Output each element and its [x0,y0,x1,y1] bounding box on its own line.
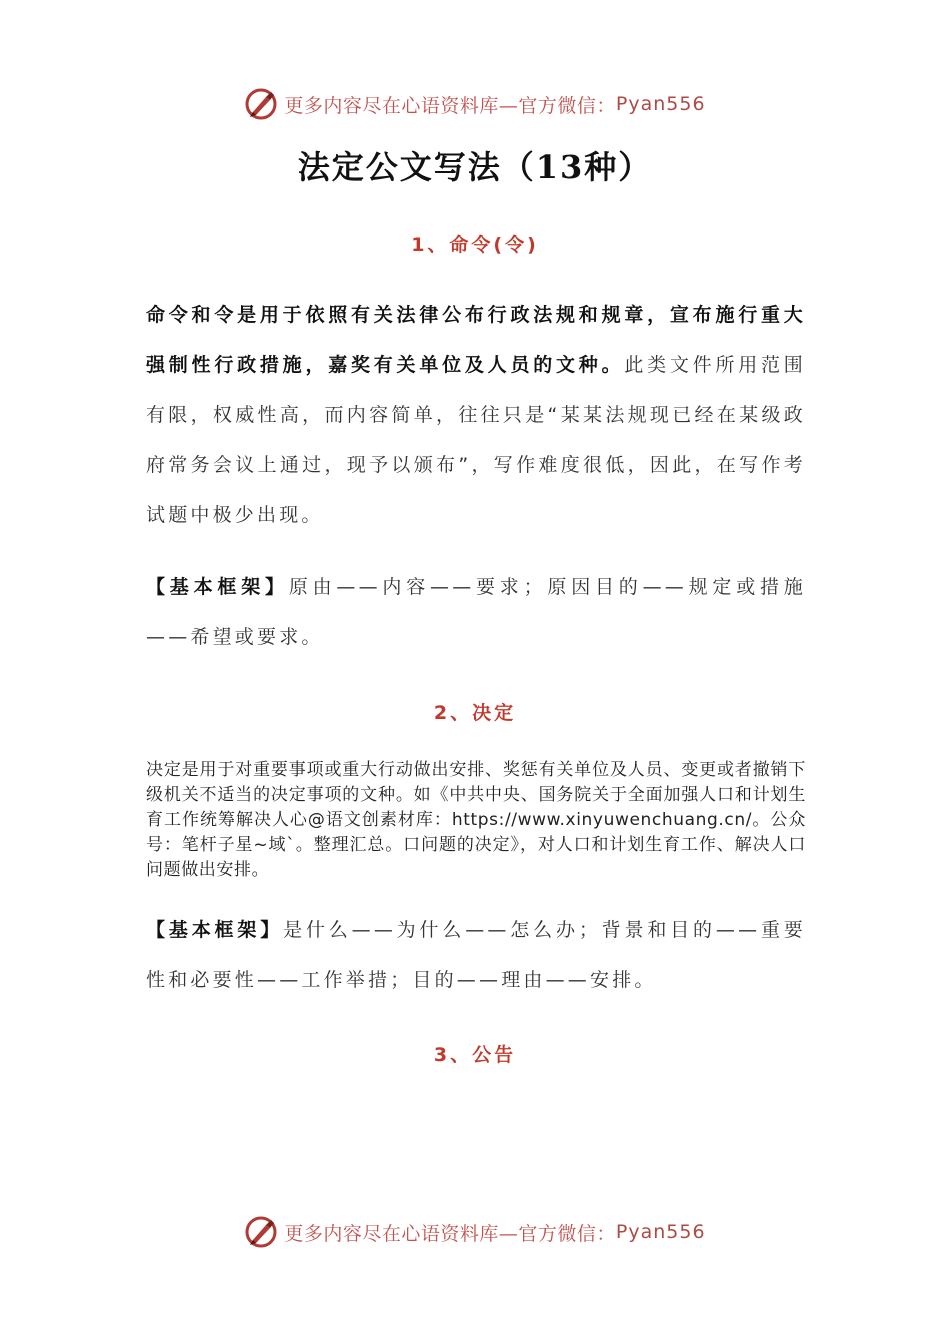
section-heading-2: 2、决定 [433,702,517,724]
footer-banner-contact: Pyan556 [615,1221,706,1243]
section-1-intro [146,290,806,540]
section-1-intro-bold: 命令和令是用于依照有关法律公布行政法规和规章，宣布施行重大强制性行政措施，嘉奖有关单位及人员的文种。 [146,304,806,376]
section-2-intro: 决定是用于对重要事项或重大行动做出安排、奖惩有关单位及人员、变更或者撤销下级机关不适当的决定事项的文种。如《中共中央、国务院关于全面加强人口和计划生育工作统筹解决人心@语文创素材库：https://www.xinyuwenchuang.cn/。公众号：笔杆子星~域`。整理汇总。口问题的决定》，对人口和计划生育工作、解决人口问题做出安排。 [146,760,806,880]
pen-logo-icon [244,1215,278,1249]
section-1-framework-label: 【基本框架】 [146,576,289,598]
section-heading-1: 1、命令(令) [411,234,539,256]
banner-contact: Pyan556 [615,93,706,115]
page-title: 法定公文写法（13种） [297,148,653,186]
pen-logo-icon [244,87,278,121]
header-banner [0,84,950,124]
section-2-framework [146,905,806,1005]
section-heading-3: 3、公告 [433,1044,517,1066]
section-1-intro-rest: 此类文件所用范围有限，权威性高，而内容简单，往往只是“某某法规现已经在某级政府常务会议上通过，现予以颁布”，写作难度很低，因此，在写作考试题中极少出现。 [146,354,806,526]
section-2-framework-label: 【基本框架】 [146,919,284,941]
section-1-framework [146,562,806,662]
footer-banner-text: 更多内容尽在心语资料库—官方微信： [284,1222,616,1245]
footer-banner [0,1212,950,1252]
banner-text: 更多内容尽在心语资料库—官方微信： [284,94,616,117]
section-2-framework-text: 是什么——为什么——怎么办；背景和目的——重要性和必要性——工作举措；目的——理由——安排。 [146,919,806,991]
section-1-framework-text: 原由——内容——要求；原因目的——规定或措施——希望或要求。 [146,576,807,648]
